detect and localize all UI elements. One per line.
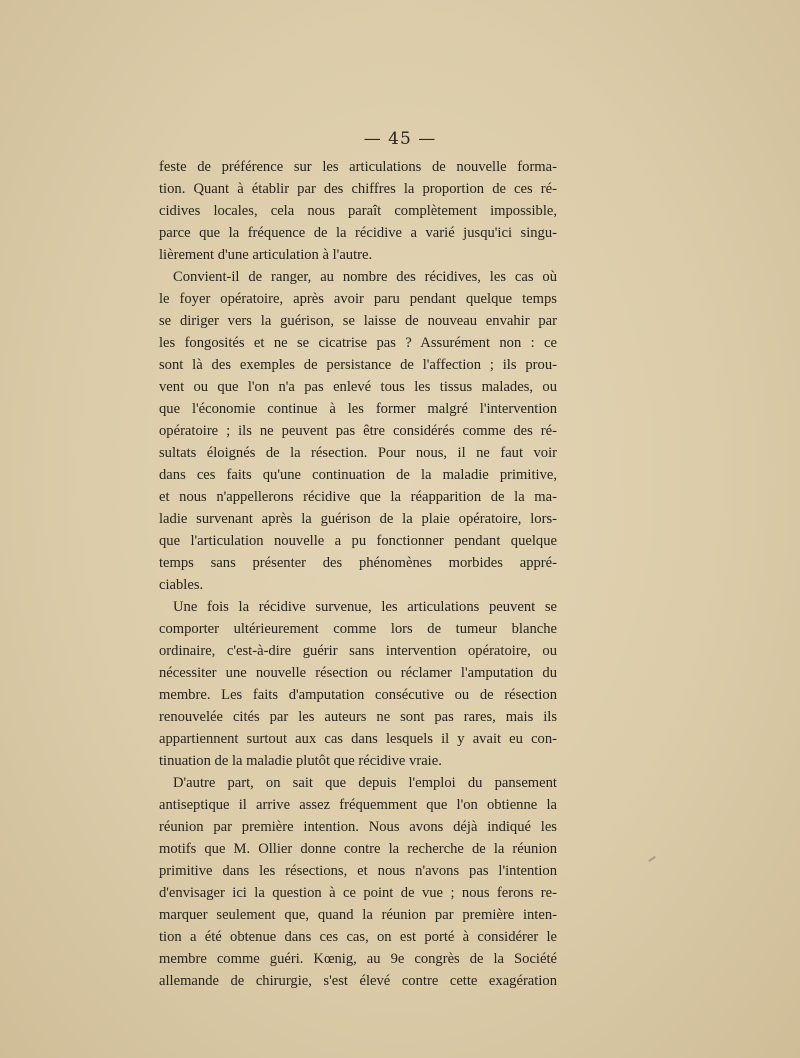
page-number: — 45 — [363,129,437,149]
text-line: renouvelée cités par les auteurs ne sont pas rares, mais ils [159,709,557,725]
text-line: d'envisager ici la question à ce point de vue ; nous ferons re- [159,885,557,901]
text-line: les fongosités et ne se cicatrise pas ? Assurément non : ce [159,335,557,351]
text-line: dans ces faits qu'une continuation de la maladie primitive, [159,467,557,483]
text-line: motifs que M. Ollier donne contre la recherche de la réunion [159,841,557,857]
text-line: membre. Les faits d'amputation consécutive ou de résection [159,687,557,703]
text-line: allemande de chirurgie, s'est élevé contre cette exagération [159,973,557,989]
text-line: ciables. [159,577,204,593]
text-line: réunion par première intention. Nous avons déjà indiqué les [159,819,557,835]
text-line: nécessiter une nouvelle résection ou réclamer l'amputation du [159,665,557,681]
text-line: sultats éloignés de la résection. Pour nous, il ne faut voir [159,445,557,461]
text-line: comporter ultérieurement comme lors de tumeur blanche [159,621,557,637]
text-line: et nous n'appellerons récidive que la réapparition de la ma- [159,489,557,505]
text-line: feste de préférence sur les articulations de nouvelle forma- [159,159,557,175]
ink-mark [648,856,656,862]
text-line: temps sans présenter des phénomènes morbides appré- [159,555,557,571]
text-line: lièrement d'une articulation à l'autre. [159,247,373,263]
text-line: parce que la fréquence de la récidive a varié jusqu'ici singu- [159,225,557,241]
text-line: cidives locales, cela nous paraît complètement impossible, [159,203,557,219]
text-line: Une fois la récidive survenue, les articulations peuvent se [173,599,557,615]
text-line: antiseptique il arrive assez fréquemment que l'on obtienne la [159,797,557,813]
body-text [159,156,557,992]
text-line: le foyer opératoire, après avoir paru pendant quelque temps [159,291,557,307]
text-line: tion. Quant à établir par des chiffres la proportion de ces ré- [159,181,557,197]
text-line: appartiennent surtout aux cas dans lesquels il y avait eu con- [159,731,557,747]
text-line: que l'économie continue à les former malgré l'intervention [159,401,557,417]
text-line: ordinaire, c'est-à-dire guérir sans intervention opératoire, ou [159,643,557,659]
text-line: tinuation de la maladie plutôt que récidive vraie. [159,753,442,769]
text-line: Convient-il de ranger, au nombre des récidives, les cas où [173,269,557,285]
text-line: opératoire ; ils ne peuvent pas être considérés comme des ré- [159,423,557,439]
text-line: vent ou que l'on n'a pas enlevé tous les tissus malades, ou [159,379,557,395]
text-line: tion a été obtenue dans ces cas, on est porté à considérer le [159,929,557,945]
text-line: sont là des exemples de persistance de l'affection ; ils prou- [159,357,557,373]
text-line: se diriger vers la guérison, se laisse de nouveau envahir par [159,313,557,329]
text-line: ladie survenant après la guérison de la plaie opératoire, lors- [159,511,557,527]
text-line: que l'articulation nouvelle a pu fonctionner pendant quelque [159,533,557,549]
text-line: membre comme guéri. Kœnig, au 9e congrès de la Société [159,951,557,967]
text-line: primitive dans les résections, et nous n'avons pas l'intention [159,863,557,879]
text-line: D'autre part, on sait que depuis l'emploi du pansement [173,775,557,791]
text-line: marquer seulement que, quand la réunion par première inten- [159,907,557,923]
